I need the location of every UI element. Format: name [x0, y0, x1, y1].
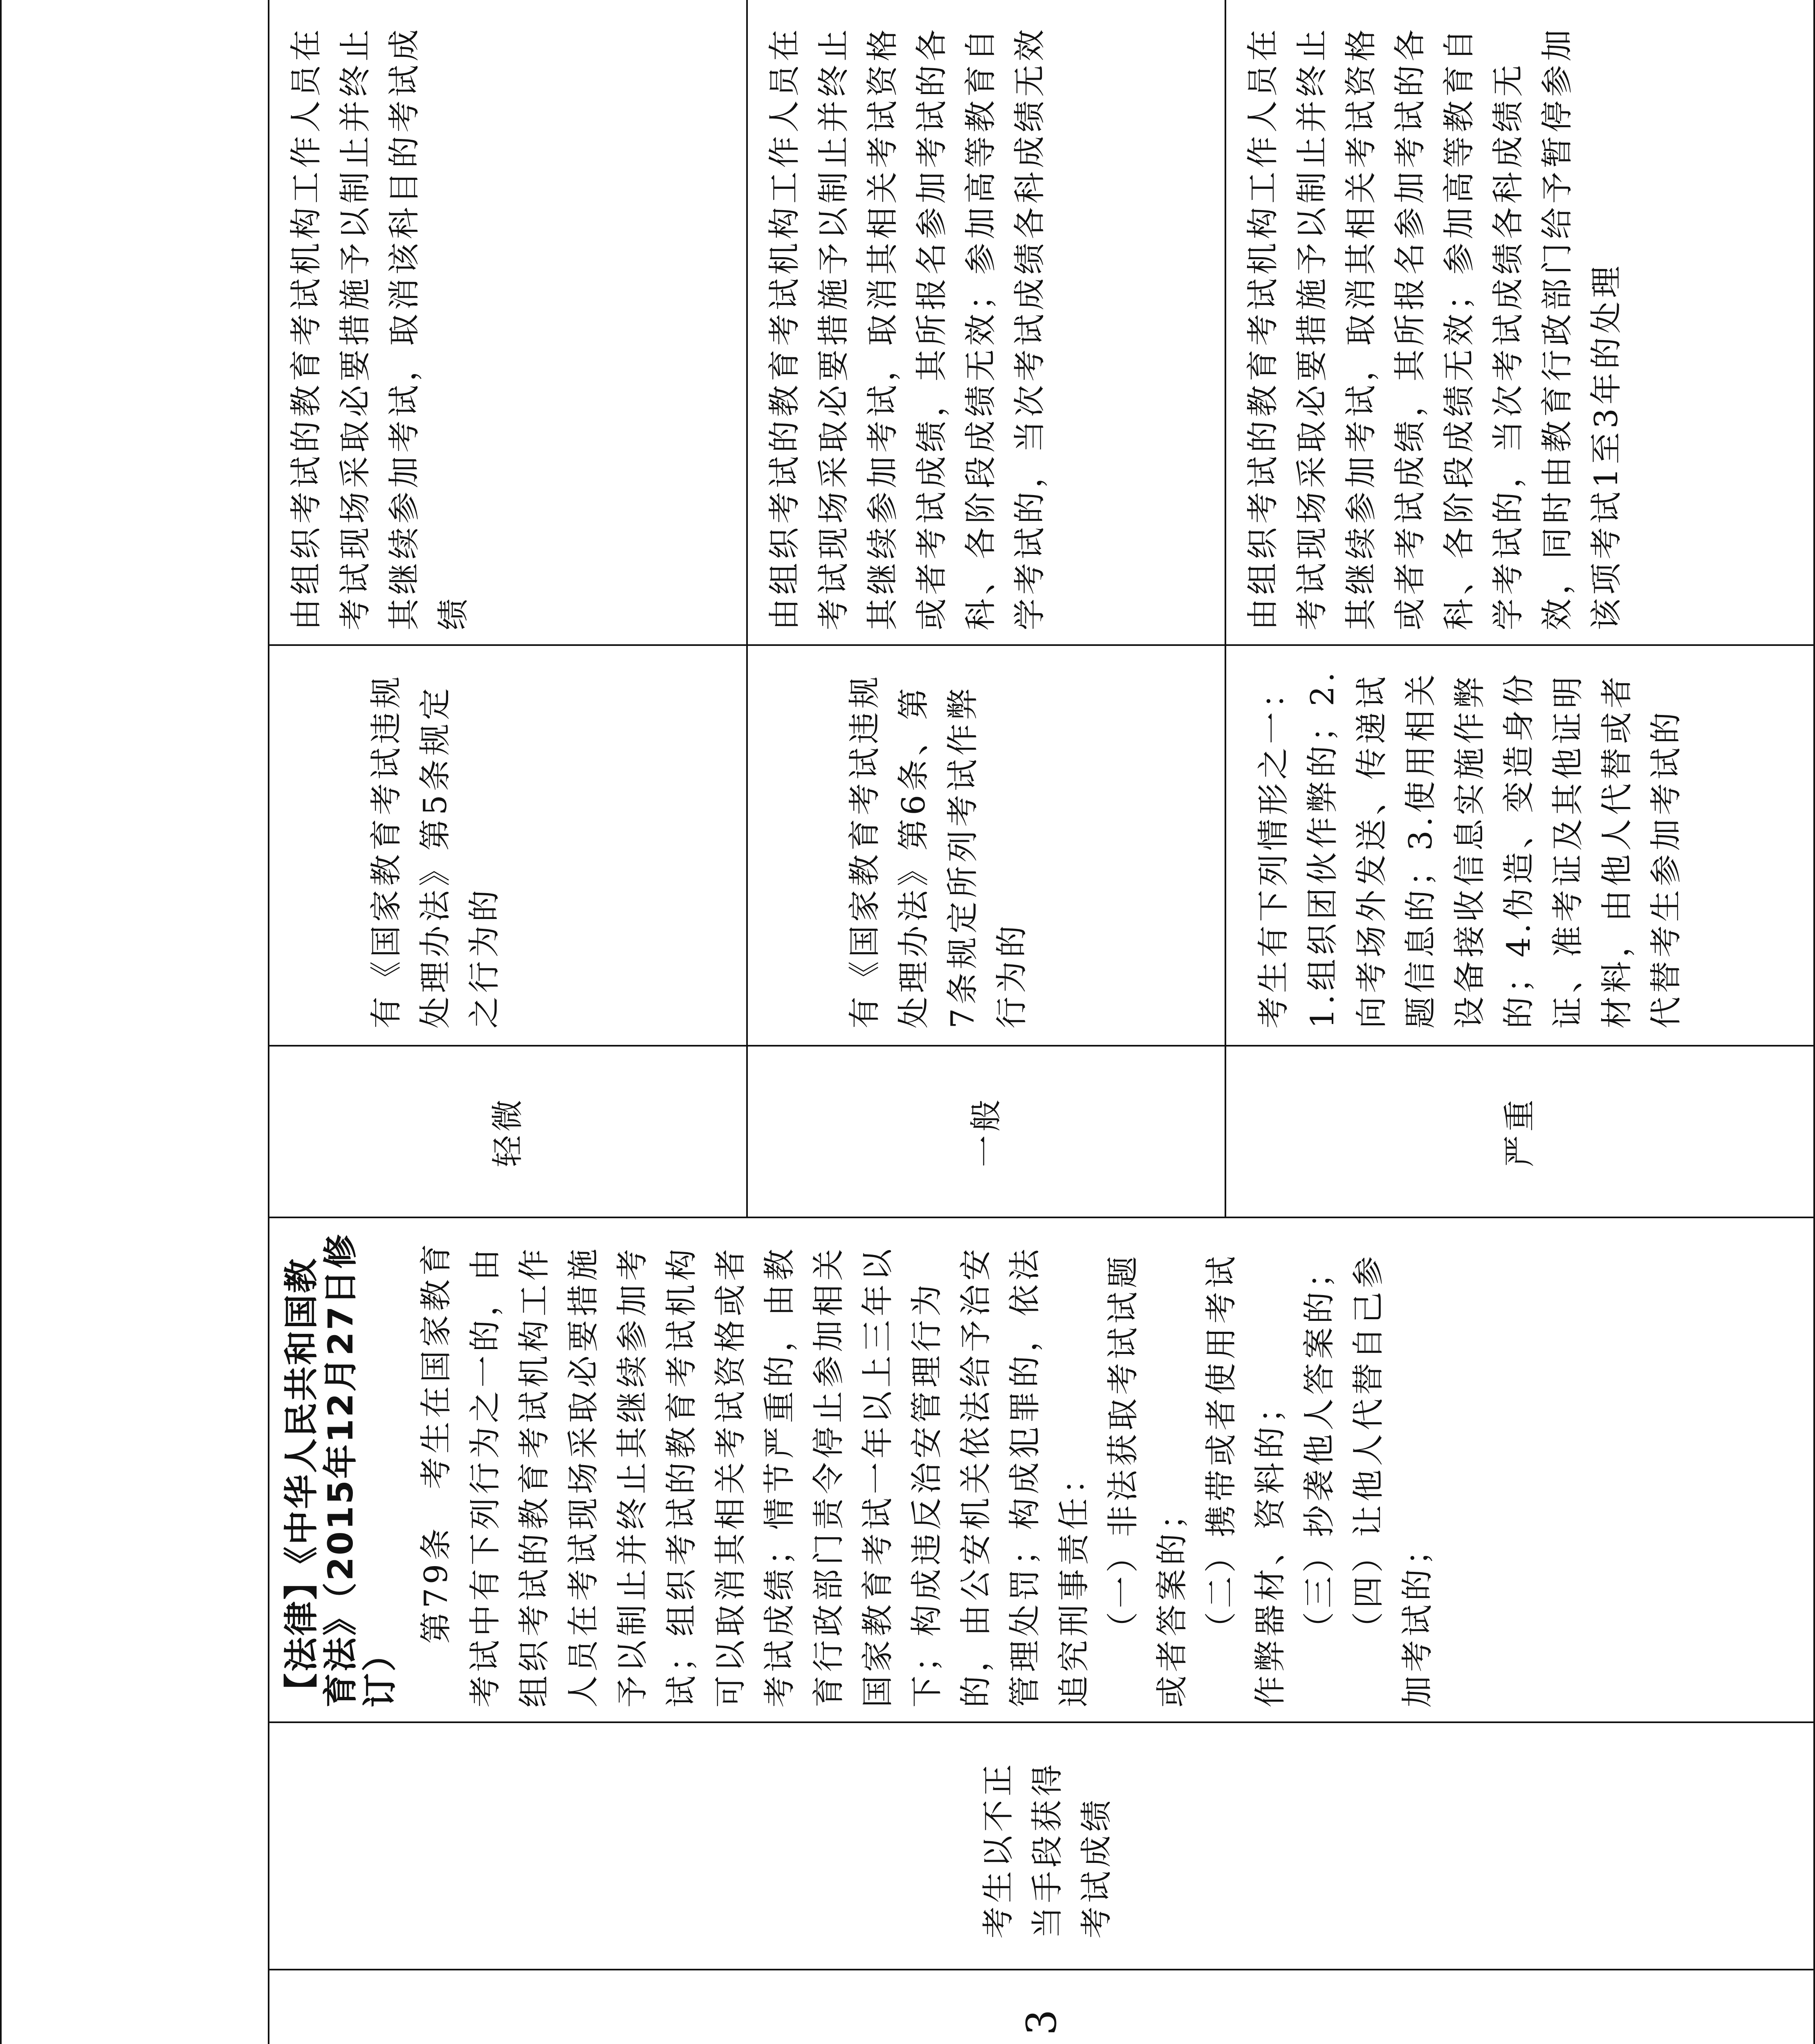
condition-severe: 考生有下列情形之一：1.组织团伙作弊的；2.向考场外发送、传递试题信息的；3.使用相关设备接收信息实施作弊的；4.伪造、变造身份证、准考证及其他证明材料，由他人代替或者代替考生参加考试的 [1255, 668, 1685, 1029]
degree-cell-severe [1225, 1046, 1814, 1217]
degree-cell-light [269, 1046, 747, 1217]
row-number-cell [269, 1970, 1814, 2044]
law-cell [269, 1217, 1814, 1722]
law-item-1: （一）非法获取考试试题或者答案的； [1105, 1252, 1191, 1708]
condition-light: 有《国家教育考试违规处理办法》第5条规定之行为的 [368, 672, 503, 1029]
penalty-cell-light [269, 0, 747, 645]
law-article: 第79条 考生在国家教育考试中有下列行为之一的，由组织考试的教育考试机构工作人员在考试现场采取必要措施予以制止并终止其继续参加考试；组织考试的教育考试机构可以取消其相关考试资格或者考试成绩；情节严重的，由教育行政部门责令停止参加相关国家教育考试一年以上三年以下；构成违反治安管理行为的，由公安机关依法给予治安管理处罚；构成犯罪的，依法追究刑事责任： [418, 1240, 1093, 1708]
penalty-cell-severe [1225, 0, 1814, 645]
degree-cell-general [747, 1046, 1225, 1217]
law-title: 【法律】《中华人民共和国教育法》（2015年12月27日修订） [281, 1233, 400, 1708]
law-item-4: （四）让他人代替自己参加考试的； [1350, 1252, 1436, 1708]
condition-general: 有《国家教育考试违规处理办法》第6条、第7条规定所列考试作弊行为的 [846, 672, 1030, 1029]
category-cell [269, 1722, 1814, 1970]
law-item-2: （二）携带或者使用考试作弊器材、资料的； [1203, 1252, 1289, 1708]
penalty-general: 由组织考试的教育考试机构工作人员在考试现场采取必要措施予以制止并终止其继续参加考试，取消其相关考试资格或者考试成绩，其所报名参加考试的各科、各阶段成绩无效；参加高等教育自学考试的，当次考试成绩各科成绩无效 [766, 25, 1048, 630]
law-item-3: （三）抄袭他人答案的； [1301, 1252, 1338, 1644]
condition-cell-severe [1225, 645, 1814, 1046]
penalty-light: 由组织考试的教育考试机构工作人员在考试现场采取必要措施予以制止并终止其继续参加考试，取消该科目的考试成绩 [288, 25, 472, 630]
condition-cell-light [269, 645, 747, 1046]
degree-light: 轻微 [489, 1096, 526, 1168]
penalty-cell-general [747, 0, 1225, 645]
top-header-blank [1, 0, 269, 2044]
category-text: 考生以不正当手段获得考试成绩 [980, 1760, 1115, 1939]
row-number: 3 [1017, 2009, 1066, 2035]
table-row-top [1, 0, 269, 2044]
condition-cell-general [747, 645, 1225, 1046]
degree-general: 一般 [968, 1096, 1005, 1168]
degree-severe: 严重 [1501, 1096, 1538, 1168]
table-row-light [269, 0, 747, 2044]
penalty-severe: 由组织考试的教育考试机构工作人员在考试现场采取必要措施予以制止并终止其继续参加考试，取消其相关考试资格或者考试成绩，其所报名参加考试的各科、各阶段成绩无效；参加高等教育自学考试的，当次考试成绩各科成绩无效，同时由教育行政部门给予暂停参加该项考试1至3年的处理 [1245, 25, 1625, 630]
